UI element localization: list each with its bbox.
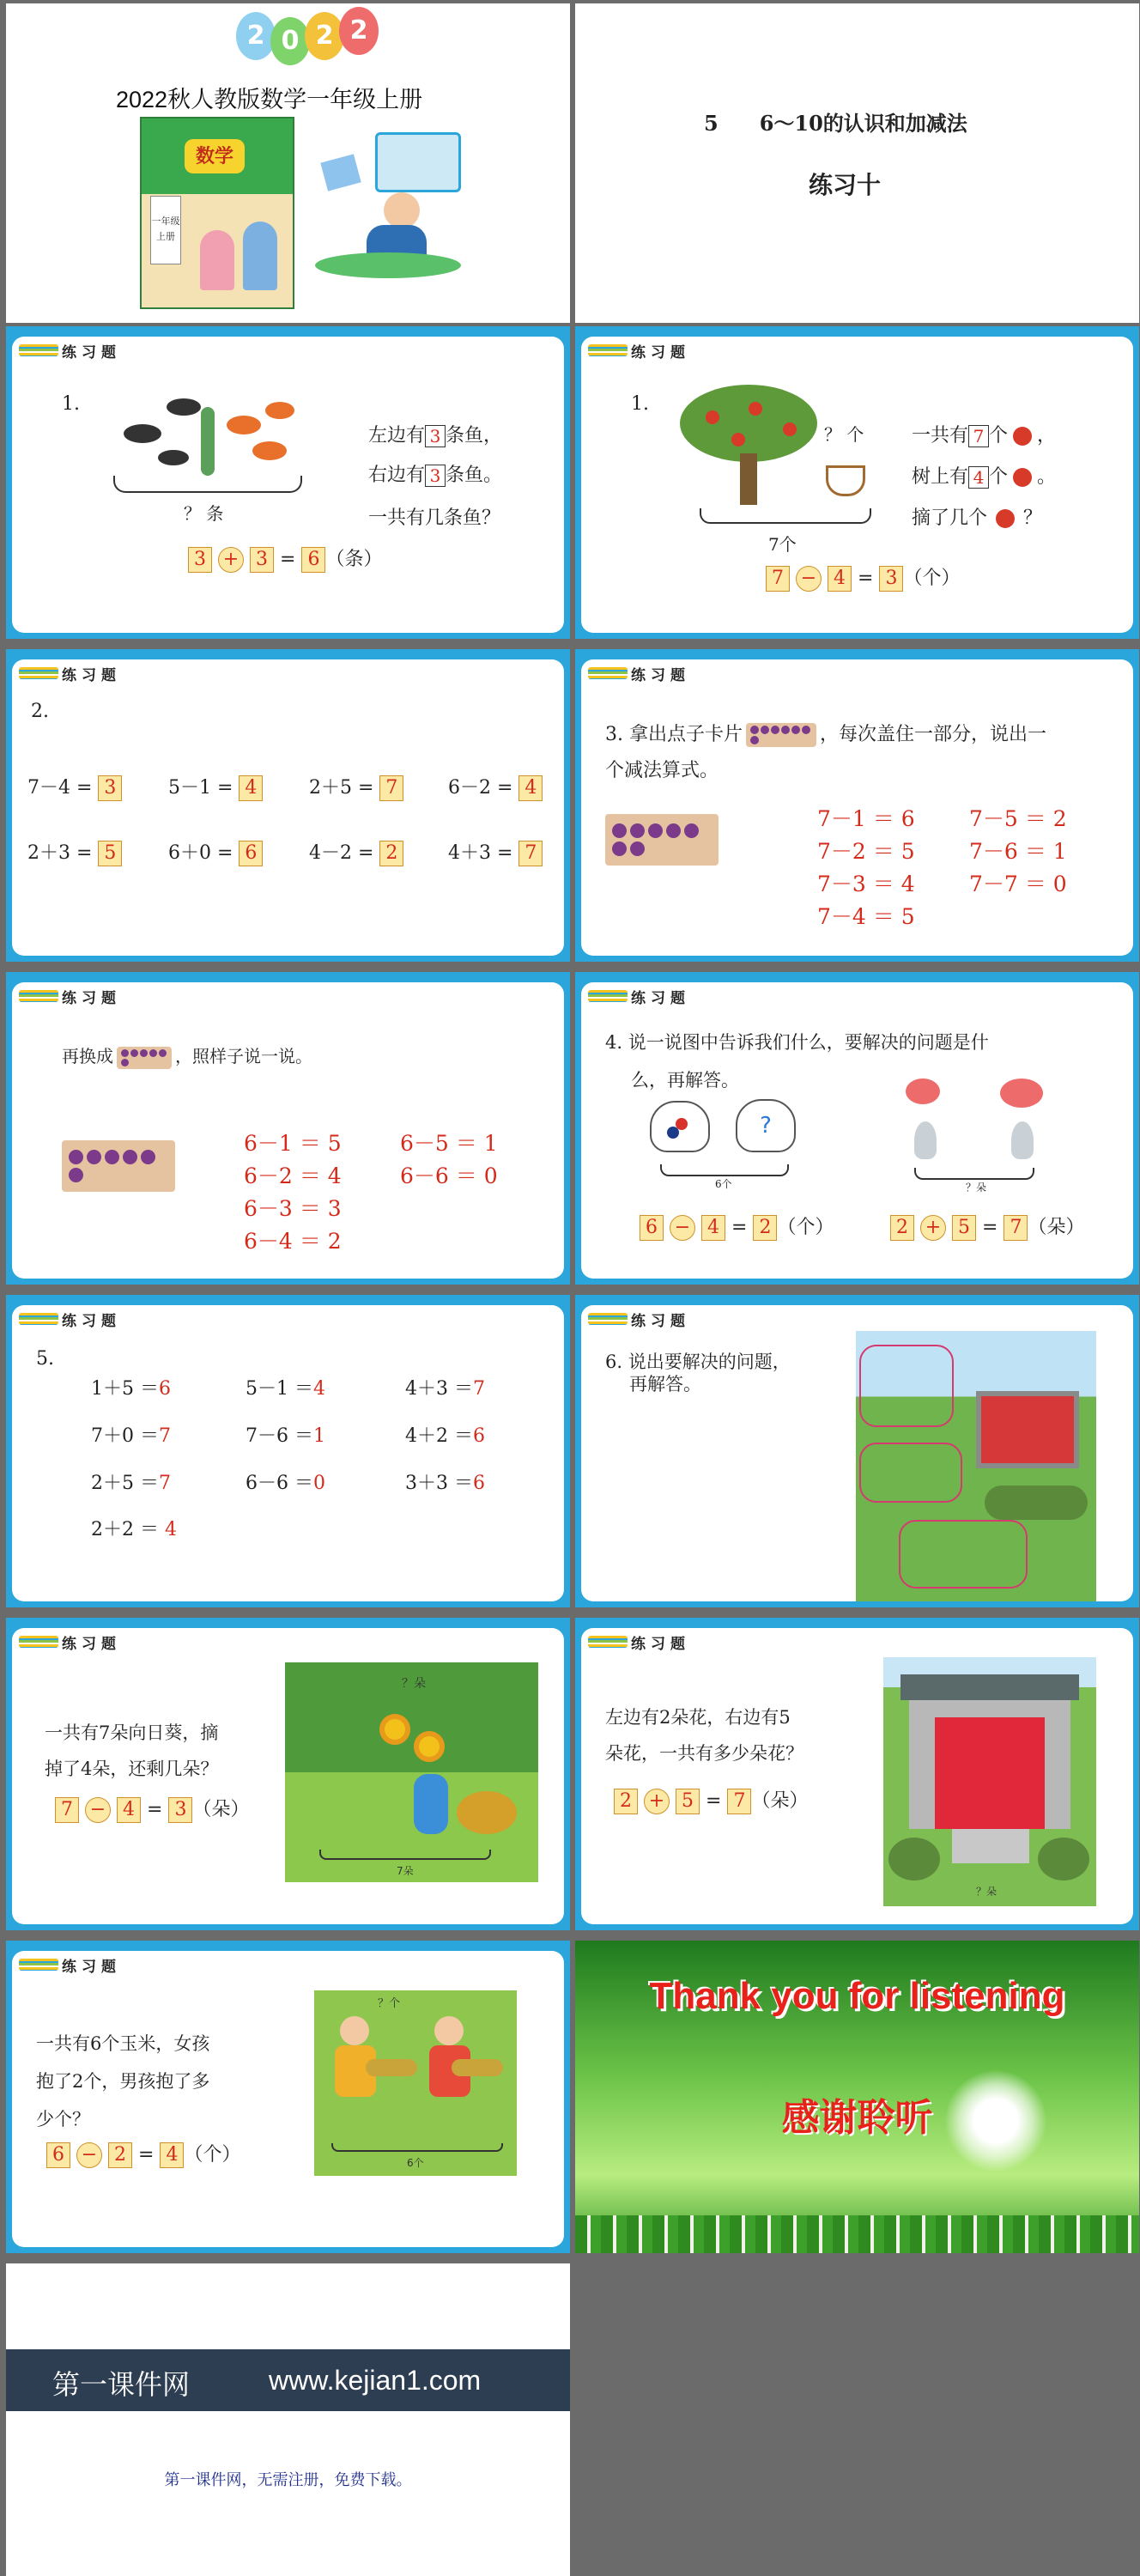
- apple-icon: [996, 509, 1015, 528]
- reading-boy-illustration: [306, 124, 470, 295]
- answer-equation: 7 − 4 = 3 （个）: [766, 563, 960, 592]
- children-corn-image: [314, 1990, 517, 2176]
- sunflower-picking-image: [285, 1662, 538, 1882]
- brace-right: [914, 1168, 1034, 1180]
- equation: 7－7 ＝ 0: [969, 872, 1067, 896]
- exercise-tag: 练习题: [588, 661, 717, 683]
- problem-line-1: 左边有2朵花，右边有5: [605, 1707, 791, 1728]
- exercise-tag: 练习题: [588, 1307, 717, 1329]
- hands-image: ?: [641, 1092, 804, 1161]
- equation: 6－4 ＝ 2: [244, 1229, 342, 1254]
- corn-slide: [6, 1941, 570, 2253]
- dot-card-seven-slide: [575, 649, 1139, 962]
- cover-title: 2022秋人教版数学一年级上册: [116, 87, 423, 112]
- calc-item: 2＋5 = 7: [309, 773, 403, 801]
- brace-label: 7朵: [397, 1865, 414, 1877]
- answer-equation-right: 2 + 5 = 7 （朵）: [890, 1212, 1084, 1241]
- exercise-tag: 练习题: [588, 984, 717, 1006]
- exercise-tag: 练习题: [588, 338, 717, 361]
- problem-number: 1.: [631, 393, 649, 415]
- footer-note: 第一课件网，无需注册，免费下载。: [164, 2471, 412, 2489]
- calc-item: 3＋3 ＝6: [405, 1473, 485, 1494]
- brand-banner: [6, 2349, 570, 2411]
- apple-icon: [1013, 427, 1032, 446]
- calc-item: 4－2 = 2: [309, 838, 403, 866]
- brace: [113, 476, 302, 493]
- thank-you-chinese: 感谢聆听: [781, 2096, 933, 2140]
- year-balloons: 2 0 2 2: [236, 12, 379, 65]
- calc-item: 6＋0 = 6: [168, 838, 263, 866]
- empty-area: [575, 2263, 1140, 2576]
- instruction-line-1: 4. 说一说图中告诉我们什么，要解决的问题是什: [605, 1032, 989, 1053]
- footer-slide: [6, 2263, 570, 2576]
- fruit-tree-image: [680, 385, 817, 505]
- answer-equation: 6 − 2 = 4 （个）: [46, 2140, 240, 2168]
- equation: 7－1 ＝ 6: [817, 806, 915, 831]
- calc-item: 5－1 ＝4: [246, 1378, 325, 1400]
- equation: 6－6 ＝ 0: [400, 1163, 498, 1188]
- calc-item: 1＋5 ＝6: [91, 1378, 171, 1400]
- question: 摘了几个 ？: [912, 507, 1043, 529]
- dot-card-icon: [746, 723, 816, 747]
- calc-item: 4＋3 = 7: [448, 838, 543, 866]
- answer-equation-left: 6 − 4 = 2 （个）: [640, 1212, 834, 1241]
- problem-six-slide: [575, 1295, 1139, 1607]
- instruction-line-2: 再解答。: [629, 1374, 701, 1394]
- volume-label: 上册: [156, 231, 175, 242]
- brace-right-label: ？朵: [966, 1182, 987, 1194]
- calc-item: 2＋5 ＝7: [91, 1473, 171, 1494]
- equation: 7－6 ＝ 1: [969, 839, 1067, 864]
- calc-item: 7－6 ＝1: [246, 1425, 325, 1447]
- fact-left: 左边有 3 条鱼，: [368, 425, 503, 447]
- equation: 7－3 ＝ 4: [817, 872, 915, 896]
- problem-number: 1.: [62, 393, 80, 415]
- equation: 7－4 ＝ 5: [817, 904, 915, 929]
- equation: 7－2 ＝ 5: [817, 839, 915, 864]
- instruction-line-1: 6. 说出要解决的问题，: [605, 1352, 791, 1372]
- problem-number: 5.: [36, 1348, 54, 1370]
- fact-right: 右边有 3 条鱼。: [368, 465, 503, 486]
- exercise-tag: 练习题: [588, 1630, 717, 1652]
- brace-left: [660, 1164, 789, 1176]
- instruction-line-2: 个减法算式。: [605, 760, 719, 781]
- picture-question-label: ？个: [378, 1997, 401, 2010]
- calc-item: 2＋2 ＝ 4: [91, 1519, 177, 1540]
- problem-four-slide: [575, 972, 1139, 1285]
- equation: 6－1 ＝ 5: [244, 1131, 342, 1156]
- lesson-title: 练习十: [809, 171, 882, 199]
- brand-name: 第一课件网: [52, 2368, 191, 2401]
- red-gate-image: [883, 1657, 1096, 1906]
- answer-equation: 7 − 4 = 3 （朵）: [55, 1795, 249, 1823]
- problem-line-3: 少个？: [36, 2109, 90, 2129]
- brace-label: 7个: [768, 534, 797, 555]
- calc-item: 4＋3 ＝7: [405, 1378, 485, 1400]
- problem-line-2: 抱了2个，男孩抱了多: [36, 2071, 210, 2092]
- flowers-gate-slide: [575, 1618, 1139, 1930]
- dot-card-icon: [117, 1047, 172, 1069]
- picture-question-label: ？朵: [402, 1677, 426, 1691]
- equation: 6－2 ＝ 4: [244, 1163, 342, 1188]
- answer-equation: 2 + 5 = 7 （朵）: [614, 1786, 808, 1814]
- unit-title: 5 6～10的认识和加减法: [704, 111, 967, 136]
- instruction-line-2: 么，再解答。: [631, 1070, 739, 1091]
- dot-card-seven: [605, 814, 719, 866]
- grass-flowers: [575, 2215, 1139, 2253]
- basket-question: ？ 个: [824, 424, 864, 445]
- calc-item: 2＋3 = 5: [27, 838, 122, 866]
- grade-label: 一年级: [151, 216, 180, 227]
- problem-line-2: 朵花，一共有多少朵花？: [605, 1743, 803, 1764]
- dandelion-image: [944, 2069, 1047, 2172]
- problem-line-1: 一共有6个玉米，女孩: [36, 2033, 210, 2054]
- calc-exercise-slide: [6, 649, 570, 962]
- brace-label: 6个: [407, 2157, 424, 2169]
- picture-question-label: ？朵: [976, 1886, 998, 1898]
- calc-item: 4＋2 ＝6: [405, 1425, 485, 1447]
- exercise-tag: 练习题: [19, 984, 148, 1006]
- instruction: 再换成 ，照样子说一说。: [62, 1042, 312, 1069]
- calc-item: 7＋0 ＝7: [91, 1425, 171, 1447]
- equation: 6－3 ＝ 3: [244, 1196, 342, 1221]
- exercise-tag: 练习题: [19, 1307, 148, 1329]
- exercise-tag: 练习题: [19, 1630, 148, 1652]
- apple-icon: [1013, 468, 1032, 487]
- thank-you-slide: [575, 1941, 1139, 2253]
- garden-scene-image: [856, 1331, 1096, 1601]
- problem-line-1: 一共有7朵向日葵，摘: [45, 1722, 219, 1743]
- goldfish-image: [115, 390, 304, 476]
- calc-item: 5－1 = 4: [168, 773, 263, 801]
- dot-card-six-slide: [6, 972, 570, 1285]
- equation: 7－5 ＝ 2: [969, 806, 1067, 831]
- flower-vases-image: [897, 1078, 1052, 1164]
- sunflower-slide: [6, 1618, 570, 1930]
- exercise-tag: 练习题: [19, 1953, 148, 1975]
- instruction-line-1: 3. 拿出点子卡片 ，每次盖住一部分，说出一: [605, 724, 1046, 745]
- brace-label: ？ 条: [184, 503, 224, 524]
- fish-exercise-slide: [6, 326, 570, 639]
- calc-item: 6－2 = 4: [448, 773, 543, 801]
- exercise-tag: 练习题: [19, 661, 148, 683]
- calc-item: 6－6 ＝0: [246, 1473, 325, 1494]
- brace: [700, 508, 871, 524]
- book-title-label: 数学: [185, 139, 245, 173]
- fact-total: 一共有 7 个 ，: [912, 425, 1057, 447]
- title-slide: [575, 3, 1139, 323]
- problem-number: 2.: [31, 701, 49, 722]
- thank-you-english: Thank you for listening: [649, 1975, 1065, 2017]
- basket-icon: [826, 465, 865, 496]
- dot-card-six: [62, 1140, 175, 1192]
- equation: 6－5 ＝ 1: [400, 1131, 498, 1156]
- fact-tree: 树上有 4 个 。: [912, 466, 1057, 488]
- textbook-cover-image: [140, 117, 294, 309]
- brand-url[interactable]: www.kejian1.com: [269, 2365, 482, 2396]
- problem-line-2: 掉了4朵，还剩几朵？: [45, 1759, 219, 1779]
- problem-five-slide: [6, 1295, 570, 1607]
- fruit-tree-exercise-slide: [575, 326, 1139, 639]
- calc-item: 7－4 = 3: [27, 773, 122, 801]
- answer-equation: 3 + 3 = 6 （条）: [188, 544, 382, 573]
- question: 一共有几条鱼？: [368, 507, 501, 529]
- cover-slide: [6, 3, 570, 323]
- exercise-tag: 练习题: [19, 338, 148, 361]
- brace-left-label: 6个: [715, 1178, 732, 1190]
